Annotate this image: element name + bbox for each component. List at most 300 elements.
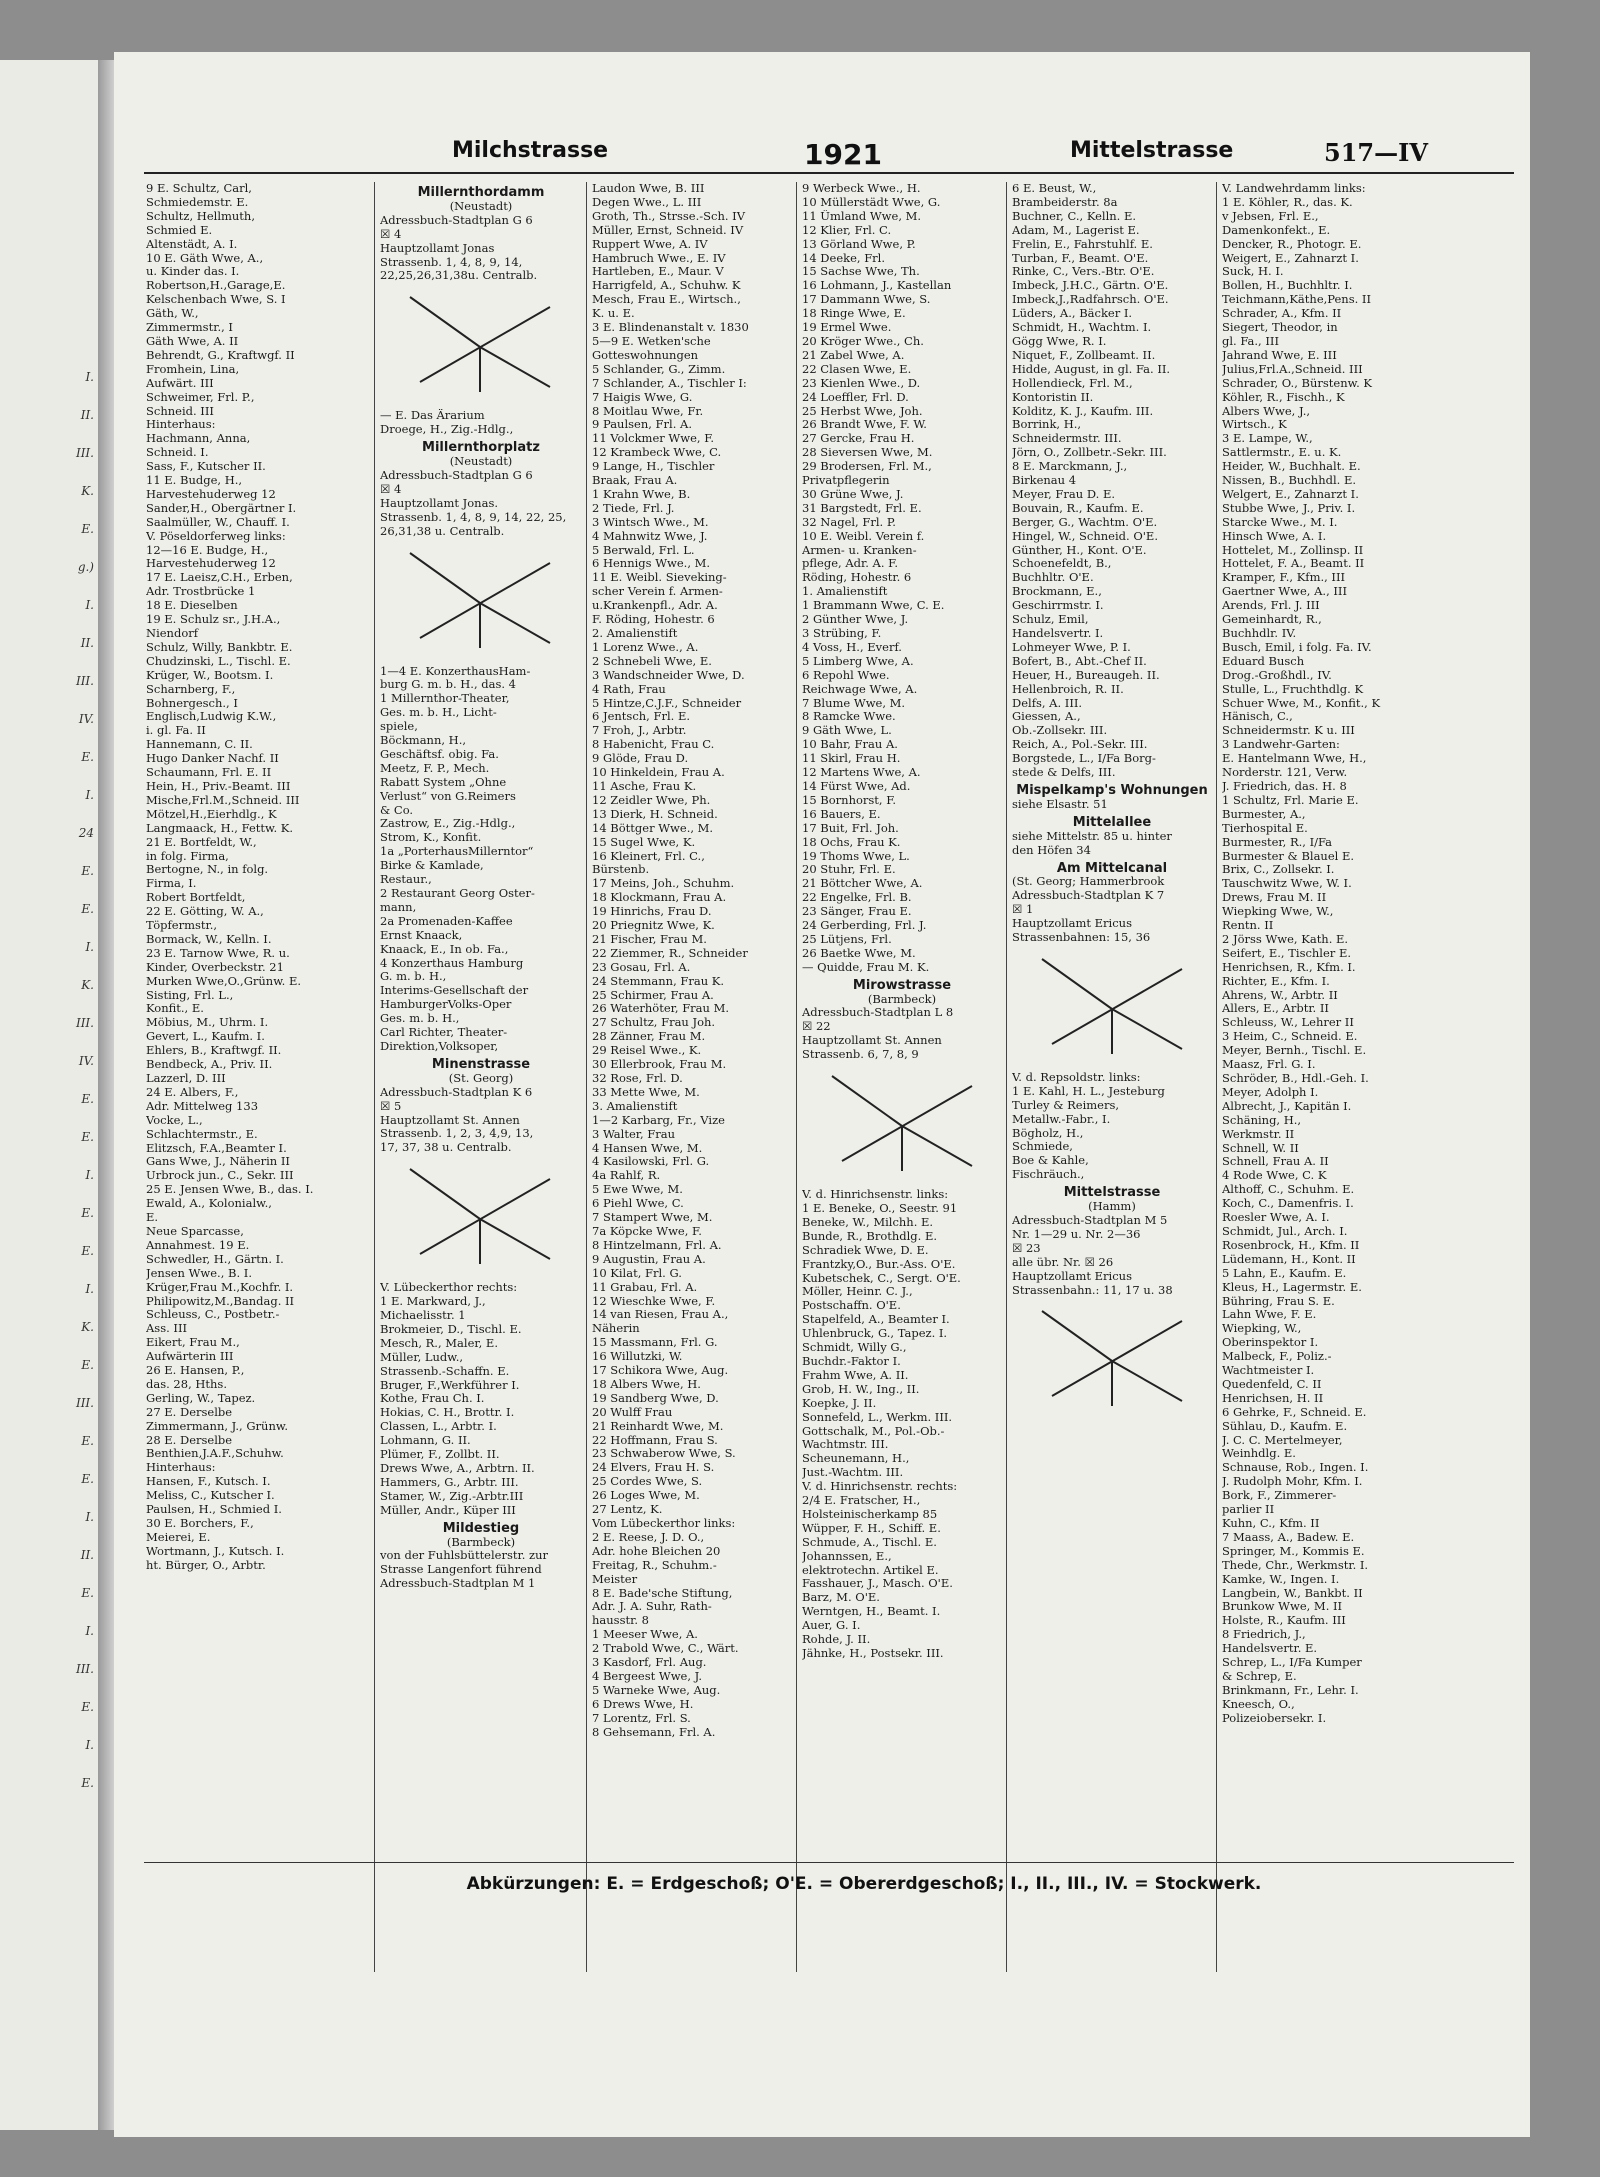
directory-entry: Bouvain, R., Kaufm. E.: [1012, 501, 1144, 515]
directory-entry: 2 Restaurant Georg Oster-: [380, 887, 535, 900]
directory-entry: Bollen, H., Buchhltr. I.: [1222, 279, 1353, 293]
directory-entry: 18 Ringe Wwe, E.: [802, 307, 906, 321]
directory-entry: Meetz, F. P., Mech.: [380, 761, 490, 775]
street-heading: Mildestieg: [442, 1521, 520, 1536]
directory-entry: Delfs, A. III.: [1012, 696, 1083, 710]
directory-entry: Adr. Trostbrücke 1: [146, 585, 256, 599]
directory-entry: Jahrand Wwe, E. III: [1222, 348, 1337, 362]
directory-entry: Kontoristin II.: [1012, 390, 1094, 404]
directory-entry: 26 Brandt Wwe, F. W.: [802, 418, 927, 432]
directory-entry: 17 Buit, Frl. Joh.: [802, 821, 899, 835]
column-1: [146, 182, 368, 1972]
directory-entry: 19 E. Schulz sr., J.H.A.,: [146, 613, 281, 627]
directory-entry: den Höfen 34: [1012, 843, 1091, 857]
column-5: [1012, 182, 1212, 1972]
directory-entry: 24 Stemmann, Frau K.: [592, 974, 725, 988]
directory-entry: Strassenbahn.: 11, 17 u. 38: [1012, 1283, 1173, 1297]
directory-entry: Gäth, W.,: [146, 307, 199, 321]
previous-page-fragment: I.: [85, 1282, 94, 1296]
directory-entry: Schnell, W. II: [1222, 1141, 1299, 1155]
directory-entry: 17 Schikora Wwe, Aug.: [592, 1364, 729, 1378]
directory-entry: 15 Sugel Wwe, K.: [592, 835, 696, 849]
directory-entry: 11 Grabau, Frl. A.: [592, 1280, 698, 1294]
directory-entry: 5 Ewe Wwe, M.: [592, 1183, 683, 1197]
directory-entry: Schrader, O., Bürstenw. K: [1222, 376, 1372, 390]
directory-entry: 13 Dierk, H. Schneid.: [592, 807, 718, 821]
directory-entry: Postschaffn. O'E.: [802, 1299, 901, 1313]
directory-entry: Strom, K., Konfit.: [380, 831, 482, 845]
directory-entry: Tierhospital E.: [1222, 821, 1308, 835]
directory-entry: Jähnke, H., Postsekr. III.: [802, 1647, 944, 1660]
directory-entry: Classen, L., Arbtr. I.: [380, 1420, 497, 1434]
directory-entry: 10 E. Weibl. Verein f.: [802, 529, 925, 543]
directory-entry: Saalmüller, W., Chauff. I.: [146, 515, 290, 529]
directory-entry: 12 Klier, Frl. C.: [802, 223, 892, 237]
directory-entry: Thede, Chr., Werkmstr. I.: [1222, 1558, 1369, 1572]
directory-entry: spiele,: [380, 720, 418, 734]
directory-entry: 25 Lütjens, Frl.: [802, 932, 892, 946]
directory-entry: Seifert, E., Tischler E.: [1222, 946, 1351, 960]
directory-entry: u.Krankenpfl., Adr. A.: [592, 599, 718, 613]
directory-entry: Gotteswohnungen: [592, 348, 699, 362]
directory-entry: Mesch, R., Maler, E.: [380, 1336, 498, 1350]
directory-entry: Ewald, A., Kolonialw.,: [146, 1197, 272, 1211]
directory-entry: das. 28, Hths.: [146, 1377, 227, 1391]
directory-entry: Gögg Wwe, R. I.: [1012, 334, 1107, 348]
directory-entry: Näherin: [592, 1322, 640, 1336]
directory-entry: 1 Millernthor-Theater,: [380, 692, 510, 706]
directory-entry: 3. Amalienstift: [592, 1099, 678, 1113]
directory-entry: Hauptzollamt Ericus: [1012, 1269, 1132, 1283]
directory-entry: 27 Gercke, Frau H.: [802, 432, 915, 446]
directory-entry: Wiepking Wwe, W.,: [1222, 905, 1334, 919]
directory-entry: i. gl. Fa. II: [146, 724, 206, 738]
directory-entry: Mische,Frl.M.,Schneid. III: [146, 793, 300, 807]
directory-entry: Buchhltr. O'E.: [1012, 571, 1094, 585]
directory-entry: Allers, E., Arbtr. II: [1222, 1002, 1329, 1016]
column-divider: [796, 182, 797, 1972]
directory-entry: 27 Lentz, K.: [592, 1503, 663, 1517]
directory-entry: 12 Zeidler Wwe, Ph.: [592, 793, 711, 807]
directory-entry: Röding, Hohestr. 6: [802, 571, 912, 585]
directory-entry: Bühring, Frau S. E.: [1222, 1294, 1335, 1308]
directory-entry: Borrink, H.,: [1012, 418, 1082, 432]
directory-entry: Nr. 1—29 u. Nr. 2—36: [1012, 1227, 1141, 1241]
directory-entry: Auer, G. I.: [802, 1619, 861, 1633]
directory-entry: Lüdemann, H., Kont. II: [1222, 1252, 1356, 1266]
directory-entry: 30 Grüne Wwe, J.: [802, 487, 904, 501]
page-number: 517—IV: [1324, 138, 1428, 167]
directory-entry: 3 E. Lampe, W.,: [1222, 432, 1313, 446]
directory-entry: 1 E. Kahl, H. L., Jesteburg: [1012, 1084, 1165, 1098]
directory-entry: Hachmann, Anna,: [146, 432, 251, 446]
directory-entry: 6 Drews Wwe, H.: [592, 1697, 694, 1711]
directory-entry: Englisch,Ludwig K.W.,: [146, 710, 277, 724]
directory-entry: Adr. Mittelweg 133: [146, 1099, 259, 1113]
directory-entry: Benthien,J.A.F.,Schuhw.: [146, 1447, 284, 1461]
directory-entry: Hingel, W., Schneid. O'E.: [1012, 529, 1158, 543]
directory-entry: 5 Warneke Wwe, Aug.: [592, 1683, 721, 1697]
previous-page-fragment: III.: [75, 446, 94, 460]
directory-entry: Brockmann, E.,: [1012, 585, 1102, 599]
directory-entry: Schultz, Hellmuth,: [146, 209, 255, 223]
directory-entry: Gans Wwe, J., Näherin II: [146, 1155, 290, 1169]
directory-entry: 16 Lohmann, J., Kastellan: [802, 279, 952, 293]
directory-entry: Aufwärt. III: [146, 376, 214, 390]
previous-page-fragment: I.: [85, 940, 94, 954]
directory-entry: 27 E. Derselbe: [146, 1405, 233, 1419]
directory-entry: 5—9 E. Wetken'sche: [592, 334, 711, 348]
directory-entry: — Quidde, Frau M. K.: [802, 960, 930, 974]
directory-entry: 21 E. Bortfeldt, W.,: [146, 835, 257, 849]
directory-entry: Koepke, J. II.: [802, 1396, 877, 1410]
directory-entry: 26 Loges Wwe, M.: [592, 1489, 700, 1503]
directory-entry: Sonnefeld, L., Werkm. III.: [802, 1410, 953, 1424]
directory-entry: 1—4 E. KonzerthausHam-: [380, 664, 531, 678]
directory-entry: Reich, A., Pol.-Sekr. III.: [1012, 738, 1148, 752]
directory-entry: Quedenfeld, C. II: [1222, 1377, 1322, 1391]
directory-entry: 19 Hinrichs, Frau D.: [592, 905, 712, 919]
directory-entry: 22 Hoffmann, Frau S.: [592, 1433, 718, 1447]
directory-entry: Drews Wwe, A., Arbtrn. II.: [380, 1462, 535, 1475]
street-map: [1022, 1301, 1202, 1419]
header-rule: [144, 172, 1514, 174]
directory-entry: Strasse Langenfort führend: [380, 1563, 542, 1577]
directory-entry: Werntgen, H., Beamt. I.: [802, 1605, 941, 1619]
directory-entry: 3 Walter, Frau: [592, 1127, 676, 1141]
directory-entry: Krüger,Frau M.,Kochfr. I.: [146, 1280, 294, 1294]
directory-entry: Burmester & Blauel E.: [1222, 849, 1355, 863]
directory-entry: 11 Volckmer Wwe, F.: [592, 432, 715, 446]
directory-entry: in folg. Firma,: [146, 849, 229, 863]
directory-entry: Siegert, Theodor, in: [1222, 321, 1338, 335]
directory-entry: Vocke, L.,: [146, 1113, 203, 1127]
directory-entry: 22 Ziemmer, R., Schneider: [592, 946, 748, 960]
previous-page-fragment: K.: [81, 1320, 94, 1334]
directory-entry: Hein, H., Priv.-Beamt. III: [146, 779, 291, 793]
directory-entry: Mesch, Frau E., Wirtsch.,: [592, 293, 741, 307]
directory-entry: Sühlau, D., Kaufm. E.: [1222, 1419, 1348, 1433]
directory-entry: Stubbe Wwe, J., Priv. I.: [1222, 501, 1356, 515]
directory-entry: Rohde, J. II.: [802, 1633, 871, 1647]
directory-entry: 22 E. Götting, W. A.,: [146, 905, 264, 919]
directory-entry: Interims-Gesellschaft der: [380, 984, 529, 998]
directory-entry: Heuer, H., Bureaugeh. II.: [1012, 668, 1160, 682]
directory-entry: Frahm Wwe, A. II.: [802, 1368, 909, 1382]
directory-entry: Meierei, E.: [146, 1530, 211, 1544]
street-sketch-map: [390, 1159, 570, 1269]
street-heading: Am Mittelcanal: [1056, 861, 1168, 876]
directory-entry: 6 Hennigs Wwe., M.: [592, 557, 711, 571]
directory-entry: Arends, Frl. J. III: [1222, 599, 1320, 613]
directory-entry: Schmude, A., Tischl. E.: [802, 1535, 937, 1549]
directory-entry: 10 Kilat, Frl. G.: [592, 1266, 682, 1280]
directory-entry: Wiepking, W.,: [1222, 1322, 1302, 1336]
directory-entry: Buchhdlr. IV.: [1222, 627, 1297, 640]
abbreviations-footer: Abkürzungen: E. = Erdgeschoß; O'E. = Obererdgeschoß; I., II., III., IV. = Stockwerk.: [466, 1874, 1262, 1894]
directory-entry: 8 E. Marckmann, J.,: [1012, 460, 1128, 474]
directory-entry: 15 Bornhorst, F.: [802, 793, 897, 807]
page-gutter: [98, 60, 114, 2130]
directory-entry: Nissen, B., Buchhdl. E.: [1222, 474, 1356, 488]
directory-entry: 29 Brodersen, Frl. M.,: [802, 460, 932, 474]
header-year: 1921: [804, 138, 882, 171]
directory-entry: ht. Bürger, O., Arbtr.: [146, 1558, 266, 1572]
directory-entry: 19 Thoms Wwe, L.: [802, 849, 910, 863]
directory-entry: 20 Wulff Frau: [592, 1405, 673, 1419]
column-2: [380, 182, 582, 1972]
directory-entry: Reichwage Wwe, A.: [802, 682, 918, 696]
directory-entry: 8 Ramcke Wwe.: [802, 710, 896, 724]
directory-entry: 1. Amalienstift: [802, 585, 888, 599]
directory-entry: Althoff, C., Schuhm. E.: [1222, 1183, 1355, 1197]
directory-entry: Hänisch, C.,: [1222, 710, 1293, 724]
directory-entry: E.: [146, 1211, 159, 1225]
page-header: [114, 132, 1530, 172]
directory-entry: 2 Jörss Wwe, Kath. E.: [1222, 932, 1349, 946]
header-street-right: Mittelstrasse: [1070, 138, 1234, 163]
directory-entry: Boe & Kahle,: [1012, 1154, 1089, 1168]
street-sketch-map: [390, 543, 570, 653]
directory-entry: 5 Hintze,C.J.F., Schneider: [592, 696, 742, 710]
directory-entry: 6 Gehrke, F., Schneid. E.: [1222, 1405, 1367, 1419]
previous-page-fragment: E.: [81, 902, 94, 916]
directory-entry: 6 Jentsch, Frl. E.: [592, 710, 690, 724]
directory-entry: Eduard Busch: [1222, 654, 1305, 668]
directory-entry: Carl Richter, Theater-: [380, 1026, 508, 1040]
directory-entry: 7 Maass, A., Badew. E.: [1222, 1530, 1355, 1544]
directory-entry: 26,31,38 u. Centralb.: [380, 524, 505, 538]
directory-entry: Schneidermstr. K u. III: [1222, 724, 1355, 738]
directory-entry: Verlust“ von G.Reimers: [380, 789, 516, 803]
directory-entry: Hugo Danker Nachf. II: [146, 752, 279, 766]
directory-entry: Hammers, G., Arbtr. III.: [380, 1475, 519, 1489]
directory-entry: Oberinspektor I.: [1222, 1336, 1319, 1350]
directory-entry: 20 Stuhr, Frl. E.: [802, 863, 896, 877]
directory-entry: 9 E. Schultz, Carl,: [146, 182, 252, 195]
directory-entry: Burmester, A.,: [1222, 807, 1306, 821]
directory-entry: Schleuss, C., Postbetr.-: [146, 1308, 280, 1322]
directory-entry: Schneid. I.: [146, 446, 209, 460]
directory-entry: Rosenbrock, H., Kfm. II: [1222, 1238, 1360, 1252]
directory-entry: Schwedler, H., Gärtn. I.: [146, 1252, 284, 1266]
directory-entry: pflege, Adr. A. F.: [802, 557, 898, 571]
directory-entry: Privatpflegerin: [802, 474, 890, 488]
previous-page-fragment: III.: [75, 1662, 94, 1676]
directory-entry: Ob.-Zollsekr. III.: [1012, 724, 1108, 738]
directory-entry: Hauptzollamt St. Annen: [802, 1034, 942, 1048]
directory-entry: 10 E. Gäth Wwe, A.,: [146, 251, 264, 265]
column-divider: [1006, 182, 1007, 1972]
directory-entry: Hollendieck, Frl. M.,: [1012, 376, 1133, 390]
directory-entry: Lahn Wwe, F. E.: [1222, 1308, 1317, 1322]
directory-entry: scher Verein f. Armen-: [592, 585, 723, 599]
directory-entry: Hauptzollamt Ericus: [1012, 917, 1132, 931]
column-6: [1222, 182, 1422, 1972]
previous-page-fragment: I.: [85, 598, 94, 612]
directory-entry: Meyer, Frau D. E.: [1012, 487, 1115, 501]
directory-entry: Henrichsen, H. II: [1222, 1391, 1324, 1405]
previous-page-fragment: E.: [81, 1700, 94, 1714]
directory-entry: 2 Tiede, Frl. J.: [592, 501, 675, 515]
directory-entry: Welgert, E., Zahnarzt I.: [1222, 487, 1359, 501]
directory-entry: Turban, F., Beamt. O'E.: [1012, 251, 1149, 265]
directory-entry: F. Röding, Hohestr. 6: [592, 613, 715, 627]
directory-entry: 15 Sachse Wwe, Th.: [802, 265, 920, 279]
directory-entry: V. d. Repsoldstr. links:: [1012, 1070, 1141, 1084]
directory-entry: 13 Görland Wwe, P.: [802, 237, 916, 251]
directory-entry: Fromhein, Lina,: [146, 362, 240, 376]
directory-entry: Bertogne, N., in folg.: [146, 863, 269, 877]
directory-entry: Stapelfeld, A., Beamter I.: [802, 1313, 950, 1327]
directory-entry: Böckmann, H.,: [380, 734, 467, 748]
directory-entry: Imbeck, J.H.C., Gärtn. O'E.: [1012, 279, 1169, 293]
directory-entry: Lohmeyer Wwe, P. I.: [1012, 640, 1131, 654]
directory-entry: 2/4 E. Fratscher, H.,: [802, 1494, 921, 1508]
directory-entry: Kamke, W., Ingen. I.: [1222, 1572, 1340, 1586]
directory-entry: Malbeck, F., Poliz.-: [1222, 1350, 1332, 1364]
directory-entry: Hidde, August, in gl. Fa. II.: [1012, 362, 1171, 376]
directory-entry: 16 Willutzki, W.: [592, 1350, 683, 1364]
previous-page-fragment: E.: [81, 1206, 94, 1220]
directory-entry: Giessen, A.,: [1012, 710, 1081, 724]
directory-entry: Schäning, H.,: [1222, 1113, 1302, 1127]
directory-entry: Gaertner Wwe, A., III: [1222, 585, 1348, 599]
directory-entry: Drog.-Großhdl., IV.: [1222, 668, 1332, 682]
directory-entry: Aufwärterin III: [146, 1350, 234, 1364]
directory-entry: Adr. J. A. Suhr, Rath-: [592, 1600, 712, 1614]
directory-entry: Droege, H., Zig.-Hdlg.,: [380, 423, 514, 437]
directory-entry: Albers Wwe, J.,: [1222, 404, 1311, 418]
district-label: (Neustadt): [449, 455, 513, 469]
directory-entry: Meyer, Adolph I.: [1222, 1085, 1319, 1099]
directory-entry: 7 Froh, J., Arbtr.: [592, 724, 687, 738]
directory-entry: 1 Krahn Wwe, B.: [592, 487, 691, 501]
directory-entry: 5 Berwald, Frl. L.: [592, 543, 695, 557]
directory-entry: Zimmermann, J., Grünw.: [146, 1419, 288, 1433]
directory-entry: Brix, C., Zollsekr. I.: [1222, 863, 1335, 877]
district-label: (Hamm): [1088, 1200, 1136, 1214]
directory-entry: V. Pöseldorferweg links:: [146, 529, 286, 543]
directory-entry: Armen- u. Kranken-: [802, 543, 917, 557]
directory-entry: Meliss, C., Kutscher I.: [146, 1489, 275, 1503]
directory-entry: Gäth Wwe, A. II: [146, 334, 239, 348]
directory-entry: Plümer, F., Zollbt. II.: [380, 1448, 500, 1462]
directory-entry: 26 Waterhöter, Frau M.: [592, 1002, 730, 1016]
directory-entry: Lohmann, G. II.: [380, 1434, 471, 1448]
previous-page-fragment: III.: [75, 1396, 94, 1410]
directory-entry: Direktion,Volksoper,: [380, 1039, 499, 1053]
directory-entry: 25 Herbst Wwe, Joh.: [802, 404, 923, 418]
directory-entry: 21 Fischer, Frau M.: [592, 932, 707, 946]
directory-entry: Bohnergesch., I: [146, 696, 238, 710]
directory-entry: Brambeiderstr. 8a: [1012, 195, 1118, 209]
directory-entry: ☒ 23: [1012, 1241, 1041, 1255]
street-heading: Mittelallee: [1072, 815, 1152, 830]
directory-entry: J. C. C. Mertelmeyer,: [1222, 1433, 1343, 1447]
previous-page-fragment: g.): [77, 560, 94, 574]
directory-entry: 23 Gosau, Frl. A.: [592, 960, 691, 974]
previous-page-fragment: I.: [85, 1738, 94, 1752]
directory-entry: Schnause, Rob., Ingen. I.: [1222, 1461, 1369, 1475]
directory-entry: 7 Lorentz, Frl. S.: [592, 1711, 691, 1725]
directory-entry: stede & Delfs, III.: [1012, 766, 1116, 780]
directory-entry: Handelsvertr. E.: [1222, 1642, 1318, 1656]
directory-entry: 4 Rode Wwe, C. K: [1222, 1169, 1327, 1183]
directory-entry: Schlachtermstr., E.: [146, 1127, 258, 1141]
directory-entry: 6 E. Beust, W.,: [1012, 182, 1097, 195]
directory-entry: 2 Günther Wwe, J.: [802, 613, 909, 627]
previous-page-fragment: E.: [81, 864, 94, 878]
column-divider: [1216, 182, 1217, 1972]
directory-entry: Ahrens, W., Arbtr. II: [1222, 988, 1338, 1002]
directory-entry: & Schrep, E.: [1222, 1669, 1297, 1683]
directory-entry: 7 Haigis Wwe, G.: [592, 390, 693, 404]
directory-entry: Kleus, H., Lagermstr. E.: [1222, 1280, 1362, 1294]
directory-entry: 1—2 Karbarg, Fr., Vize: [592, 1113, 725, 1127]
directory-entry: 14 Fürst Wwe, Ad.: [802, 779, 911, 793]
directory-entry: 25 E. Jensen Wwe, B., das. I.: [146, 1183, 314, 1197]
directory-entry: Restaur.,: [380, 873, 432, 887]
street-heading: Minenstrasse: [431, 1057, 531, 1072]
directory-entry: Hinterhaus:: [146, 1461, 216, 1475]
directory-entry: Annahmest. 19 E.: [146, 1238, 250, 1252]
directory-entry: Hansen, F., Kutsch. I.: [146, 1475, 271, 1489]
directory-entry: Tauschwitz Wwe, W. I.: [1222, 877, 1352, 891]
previous-page-fragment: II.: [80, 408, 94, 422]
directory-entry: v Jebsen, Frl. E.,: [1222, 209, 1319, 223]
directory-entry: Schmidt, H., Wachtm. I.: [1012, 321, 1152, 335]
directory-entry: 7 Stampert Wwe, M.: [592, 1211, 713, 1225]
directory-entry: Adr. hohe Bleichen 20: [592, 1544, 721, 1558]
directory-entry: 4 Voss, H., Everf.: [802, 640, 902, 654]
directory-entry: elektrotechn. Artikel E.: [802, 1563, 939, 1577]
directory-entry: 2 Schnebeli Wwe, E.: [592, 654, 712, 668]
directory-entry: 8 Gehsemann, Frl. A.: [592, 1725, 716, 1739]
directory-entry: 2 Trabold Wwe, C., Wärt.: [592, 1642, 739, 1656]
directory-entry: Groth, Th., Strsse.-Sch. IV: [592, 209, 746, 223]
directory-entry: 20 Priegnitz Wwe, K.: [592, 919, 715, 933]
directory-entry: Beneke, W., Milchh. E.: [802, 1215, 934, 1229]
directory-entry: Adam, M., Lagerist E.: [1012, 223, 1140, 237]
directory-entry: Meister: [592, 1572, 638, 1586]
district-label: (Barmbeck): [446, 1535, 516, 1549]
directory-entry: Neue Sparcasse,: [146, 1224, 244, 1238]
directory-entry: 21 Zabel Wwe, A.: [802, 348, 905, 362]
directory-entry: V. d. Hinrichsenstr. rechts:: [802, 1480, 958, 1494]
directory-entry: 12 Wieschke Wwe, F.: [592, 1294, 716, 1308]
directory-entry: Bormack, W., Kelln. I.: [146, 932, 272, 946]
directory-entry: Hauptzollamt St. Annen: [380, 1113, 520, 1127]
directory-entry: 9 Werbeck Wwe., H.: [802, 182, 921, 195]
previous-page-fragment: II.: [80, 1548, 94, 1562]
previous-page-fragment: E.: [81, 750, 94, 764]
directory-entry: Murken Wwe,O.,Grünw. E.: [146, 974, 302, 988]
column-3: [592, 182, 792, 1972]
previous-page-fragment: I.: [85, 1510, 94, 1524]
directory-entry: hausstr. 8: [592, 1614, 649, 1628]
directory-entry: HamburgerVolks-Oper: [380, 998, 512, 1012]
directory-entry: Bendbeck, A., Priv. II.: [146, 1058, 273, 1072]
directory-entry: Rinke, C., Vers.-Btr. O'E.: [1012, 265, 1155, 279]
header-street-left: Milchstrasse: [452, 138, 609, 163]
directory-entry: Burmester, R., I/Fa: [1222, 835, 1333, 849]
directory-entry: & Co.: [380, 803, 414, 817]
directory-entry: Mötzel,H.,Eierhdlg., K: [146, 807, 277, 821]
street-heading: Millernthordamm: [417, 186, 545, 200]
previous-page-fragment: E.: [81, 1092, 94, 1106]
directory-entry: 23 E. Tarnow Wwe, R. u.: [146, 946, 290, 960]
